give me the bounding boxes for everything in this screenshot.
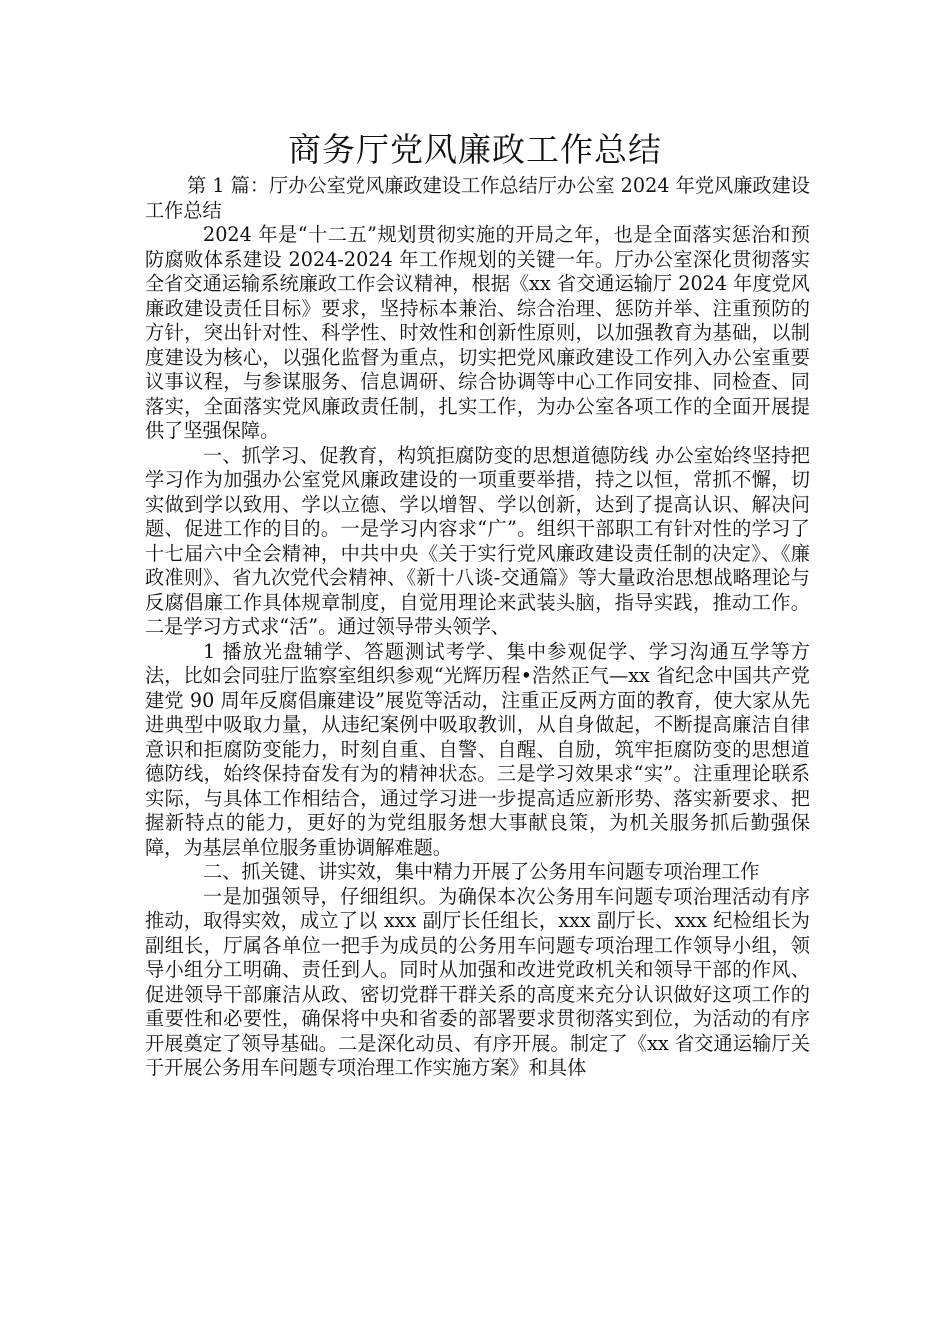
paragraph-section-one: 一、抓学习、促教育，构筑拒腐防变的思想道德防线 办公室始终坚持把学习作为加强办公室党风廉政建设的一项重要举措，持之以恒，常抓不懈，切实做到学以致用、学以立德、学以增智、学以创新，达到了提高认识、解决问题、促进工作的目的。一是学习内容求“广”。组织干部职工有针对性的学习了十七届六中全会精神，中共中央《关于实行党风廉政建设责任制的决定》、《廉政准则》、省九次党代会精神、《新十八谈-交通篇》等大量政治思想战略理论与反腐倡廉工作具体规章制度，自觉用理论来武装头脑，指导实践，推动工作。二是学习方式求“活”。通过领导带头领学、 — [145, 443, 810, 638]
paragraph-section-two-body: 一是加强领导，仔细组织。为确保本次公务用车问题专项治理活动有序推动，取得实效，成立了以 xxx 副厅长任组长，xxx 副厅长、xxx 纪检组长为副组长，厅属各单位一把手为成员的公务用车问题专项治理工作领导小组，领导小组分工明确、责任到人。同时从加强和改进党政机关和领导干部的作风、促进领导干部廉洁从政、密切党群干群关系的高度来充分认识做好这项工作的重要性和必要性，确保将中央和省委的部署要求贯彻落实到位，为活动的有序开展奠定了领导基础。二是深化动员、有序开展。制定了《xx 省交通运输厅关于开展公务用车问题专项治理工作实施方案》和具体 — [145, 884, 810, 1079]
paragraph-chapter-heading: 第 1 篇：厅办公室党风廉政建设工作总结厅办公室 2024 年党风廉政建设工作总结 — [145, 174, 810, 222]
document-title: 商务厅党风廉政工作总结 — [288, 130, 662, 169]
document-body — [145, 174, 810, 1081]
paragraph-intro: 2024 年是“十二五”规划贯彻实施的开局之年，也是全面落实惩治和预防腐败体系建设 2024-2024 年工作规划的关键一年。厅办公室深化贯彻落实全省交通运输系统廉政工作会议精神，根据《xx 省交通运输厅 2024 年度党风廉政建设责任目标》要求，坚持标本兼治、综合治理、惩防并举、注重预防的方针，突出针对性、科学性、时效性和创新性原则，以加强教育为基础，以制度建设为核心，以强化监督为重点，切实把党风廉政建设工作列入办公室重要议事议程，与参谋服务、信息调研、综合协调等中心工作同安排、同检查、同落实，全面落实党风廉政责任制，扎实工作，为办公室各项工作的全面开展提供了坚强保障。 — [145, 223, 810, 442]
paragraph-section-two-heading: 二、抓关键、讲实效，集中精力开展了公务用车问题专项治理工作 — [203, 860, 760, 883]
paragraph-section-one-continued: 1 播放光盘辅学、答题测试考学、集中参观促学、学习沟通互学等方法，比如会同驻厅监察室组织参观“光辉历程•浩然正气—xx 省纪念中国共产党建党 90 周年反腐倡廉建设”展览等活动，注重正反两方面的教育，使大家从先进典型中吸取力量，从违纪案例中吸取教训，从自身做起，不断提高廉洁自律意识和拒腐防变能力，时刻自重、自警、自醒、自励，筑牢拒腐防变的思想道德防线，始终保持奋发有为的精神状态。三是学习效果求“实”。注重理论联系实际，与具体工作相结合，通过学习进一步提高适应新形势、落实新要求、把握新特点的能力，更好的为党组服务想大事献良策，为机关服务抓后勤强保障，为基层单位服务重协调解难题。 — [145, 639, 810, 859]
